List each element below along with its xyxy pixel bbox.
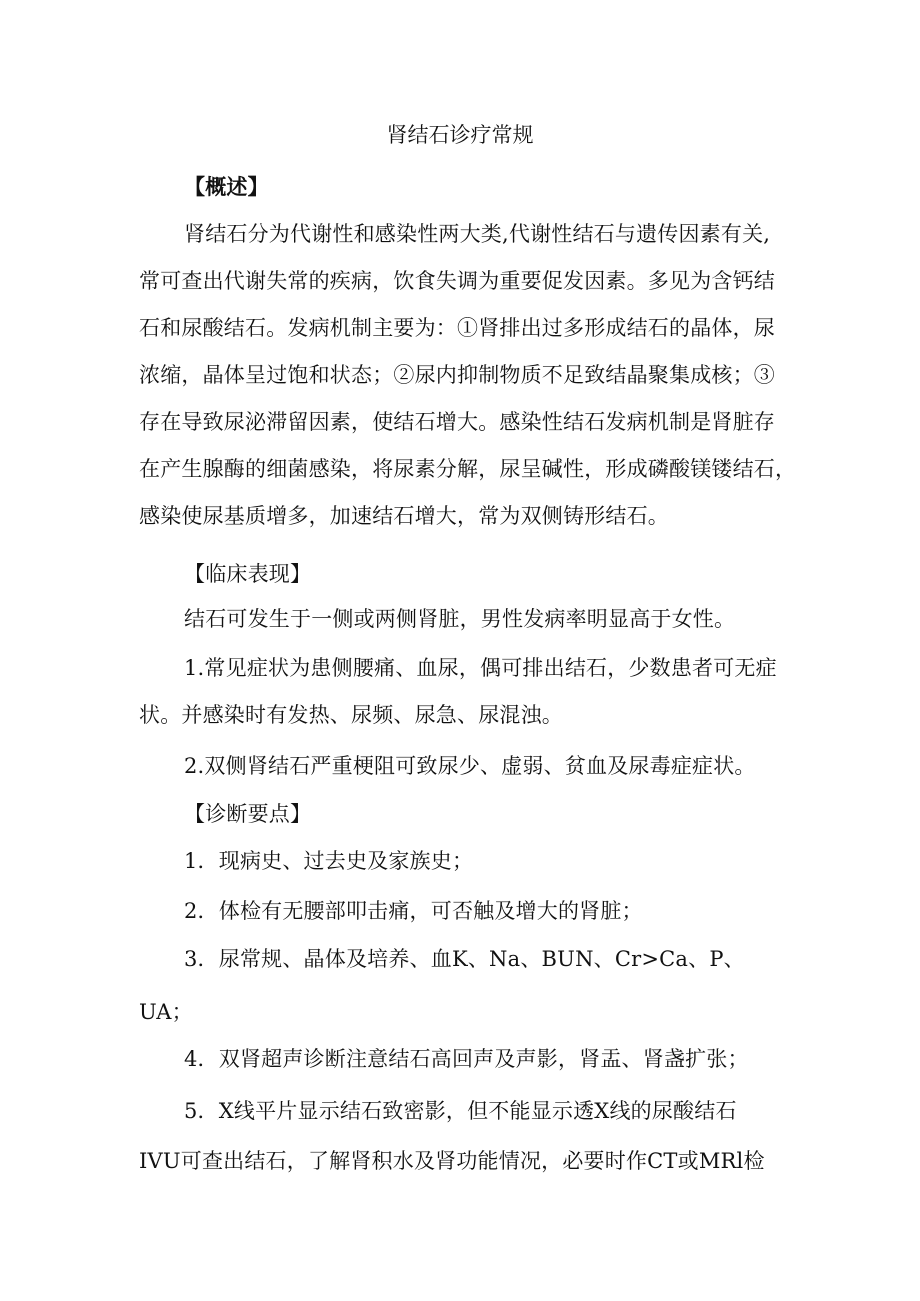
paragraph-line: 常可查出代谢失常的疾病，饮食失调为重要促发因素。多见为含钙结 <box>139 269 775 293</box>
list-item: 2.双侧肾结石严重梗阻可致尿少、虚弱、贫血及尿毒症症状。 <box>184 754 756 778</box>
list-item: 1.常见症状为患侧腰痛、血尿，偶可排出结石，少数患者可无症 <box>184 656 777 680</box>
section-heading-overview: 【概述】 <box>184 174 269 199</box>
list-item: 5．X线平片显示结石致密影，但不能显示透X线的尿酸结石 <box>184 1099 737 1123</box>
list-item: 1．现病史、过去史及家族史； <box>184 849 474 873</box>
section-heading-diagnosis: 【诊断要点】 <box>184 802 312 826</box>
document-title: 肾结石诊疗常规 <box>386 123 534 147</box>
section-heading-clinical: 【临床表现】 <box>184 562 312 586</box>
paragraph-line: 结石可发生于一侧或两侧肾脏，男性发病率明显高于女性。 <box>184 607 736 631</box>
paragraph-line: 浓缩，晶体呈过饱和状态；②尿内抑制物质不足致结晶聚集成核；③ <box>139 363 775 387</box>
list-item: 3．尿常规、晶体及培养、血K、Na、BUN、Cr>Ca、P、 <box>184 947 745 971</box>
list-item-continuation: 状。并感染时有发热、尿频、尿急、尿混浊。 <box>139 703 563 727</box>
list-item-continuation: IVU可查出结石，了解肾积水及肾功能情况，必要时作CT或MRl检 <box>139 1149 765 1173</box>
paragraph-line: 在产生腺酶的细菌感染，将尿素分解，尿呈碱性，形成磷酸镁镂结石， <box>139 457 797 481</box>
list-item: 4．双肾超声诊断注意结石高回声及声影，肾盂、肾盏扩张； <box>184 1047 749 1071</box>
list-item: 2．体检有无腰部叩击痛，可否触及增大的肾脏； <box>184 899 643 923</box>
paragraph-line: 肾结石分为代谢性和感染性两大类,代谢性结石与遗传因素有关, <box>184 222 771 246</box>
paragraph-line: 感染使尿基质增多，加速结石增大，常为双侧铸形结石。 <box>139 504 669 528</box>
paragraph-line: 石和尿酸结石。发病机制主要为：①肾排出过多形成结石的晶体，尿 <box>139 316 775 340</box>
list-item-continuation: UA； <box>139 1000 193 1024</box>
paragraph-line: 存在导致尿泌滞留因素，使结石增大。感染性结石发病机制是肾脏存 <box>139 410 775 434</box>
